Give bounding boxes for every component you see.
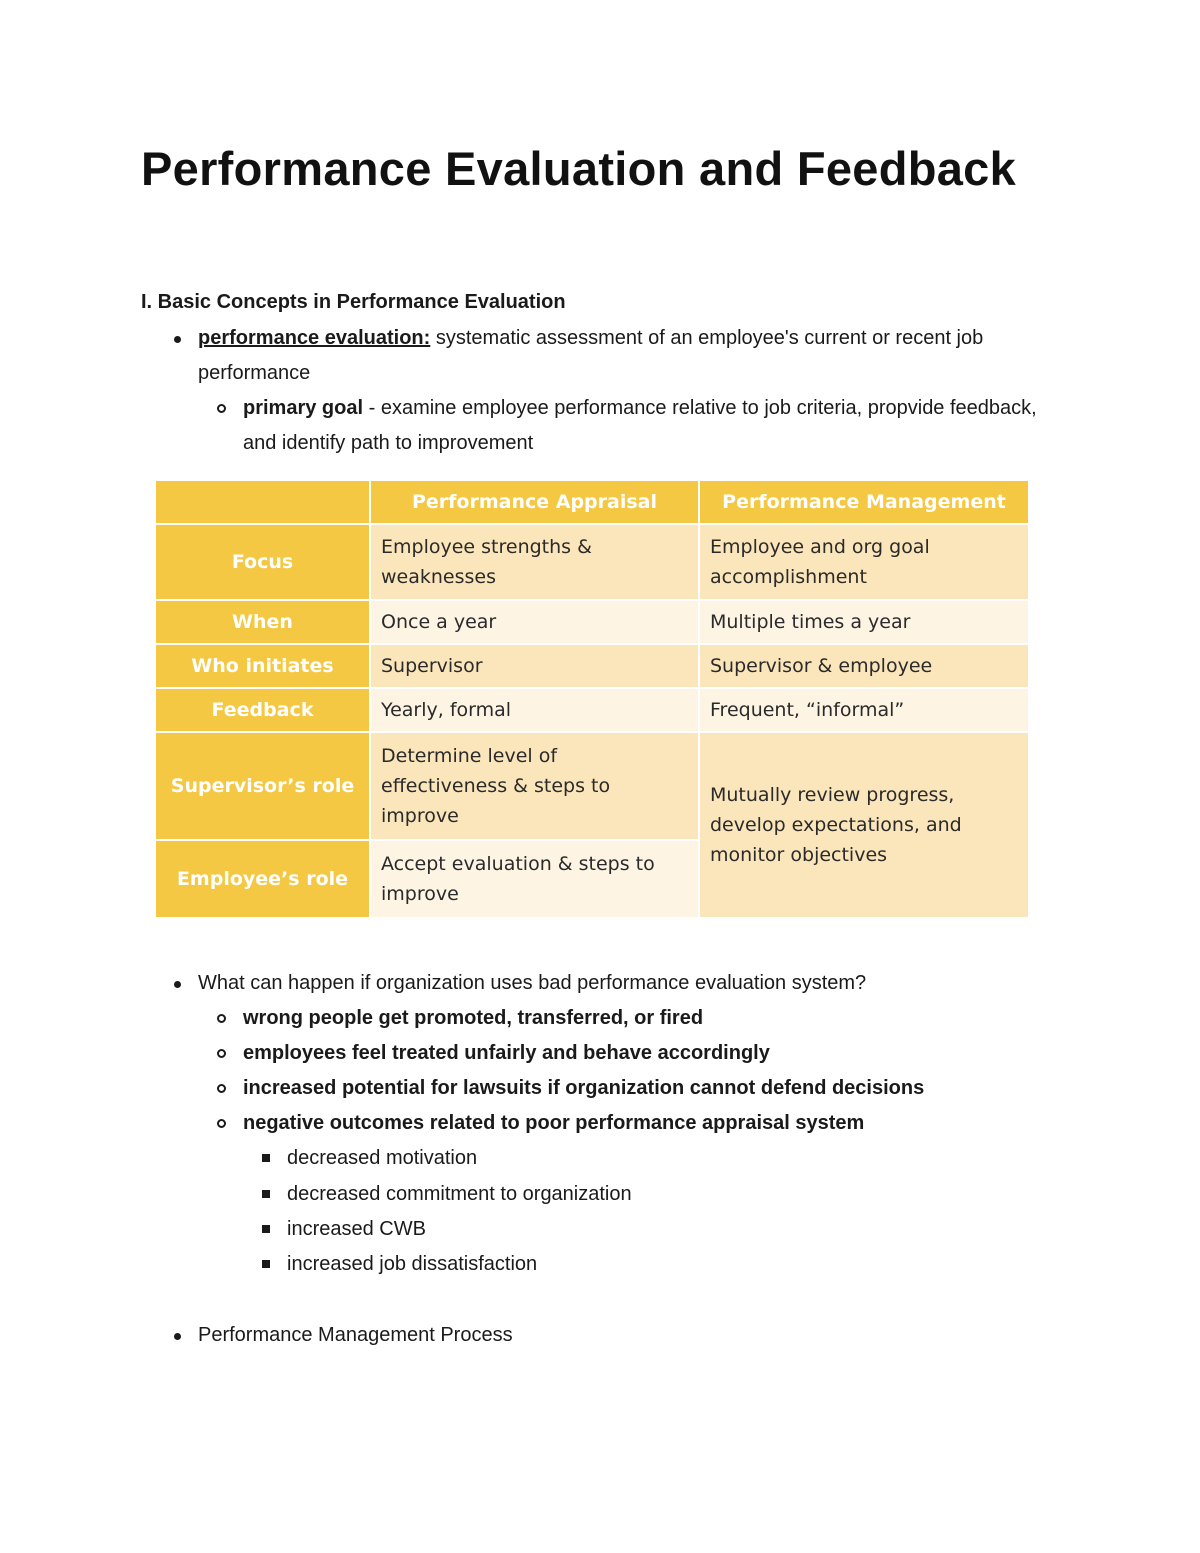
cell-when-management: Multiple times a year — [699, 600, 1029, 644]
table-row — [155, 688, 1029, 732]
bad-system-question: What can happen if organization uses bad performance evaluation system? — [198, 966, 1078, 1001]
process-bullet: Performance Management Process — [198, 1318, 998, 1353]
cell-when-appraisal: Once a year — [370, 600, 699, 644]
section-heading: I. Basic Concepts in Performance Evaluation — [141, 291, 566, 313]
cell-employee-appraisal: Accept evaluation & steps to improve — [370, 840, 699, 918]
list-item: wrong people get promoted, transferred, or fired — [243, 1001, 1103, 1036]
row-label-focus: Focus — [155, 524, 370, 600]
row-label-feedback: Feedback — [155, 688, 370, 732]
table-header-row — [155, 480, 1029, 524]
cell-feedback-appraisal: Yearly, formal — [370, 688, 699, 732]
definition-term: performance evaluation: — [198, 327, 431, 349]
table-header-empty — [155, 480, 370, 524]
cell-who-appraisal: Supervisor — [370, 644, 699, 688]
primary-goal-bullet — [243, 391, 1043, 461]
list-item: increased potential for lawsuits if organization cannot defend decisions — [243, 1071, 1143, 1106]
list-item: employees feel treated unfairly and behave accordingly — [243, 1036, 1103, 1071]
row-label-supervisor-role: Supervisor’s role — [155, 732, 370, 840]
page-title: Performance Evaluation and Feedback — [141, 142, 1017, 195]
cell-focus-management: Employee and org goal accomplishment — [699, 524, 1029, 600]
table-header-management: Performance Management — [699, 480, 1029, 524]
table-header-appraisal: Performance Appraisal — [370, 480, 699, 524]
row-label-employee-role: Employee’s role — [155, 840, 370, 918]
row-label-who-initiates: Who initiates — [155, 644, 370, 688]
definition-text: systematic assessment of an employee's current or recent job performance — [198, 327, 984, 384]
primary-goal-text: - examine employee performance relative to job criteria, propvide feedback, and identify path to improvement — [243, 397, 1037, 454]
list-item: negative outcomes related to poor performance appraisal system — [243, 1106, 1103, 1141]
row-label-when: When — [155, 600, 370, 644]
cell-who-management: Supervisor & employee — [699, 644, 1029, 688]
table-row — [155, 732, 1029, 840]
definition-bullet — [198, 321, 1058, 391]
cell-focus-appraisal: Employee strengths & weaknesses — [370, 524, 699, 600]
table-row — [155, 524, 1029, 600]
list-item: decreased motivation — [287, 1141, 1087, 1176]
list-item: increased job dissatisfaction — [287, 1247, 1087, 1282]
comparison-table — [154, 479, 1030, 919]
cell-feedback-management: Frequent, “informal” — [699, 688, 1029, 732]
cell-roles-management: Mutually review progress, develop expectations, and monitor objectives — [699, 732, 1029, 918]
primary-goal-term: primary goal — [243, 397, 364, 419]
list-item: increased CWB — [287, 1212, 1087, 1247]
table-row — [155, 600, 1029, 644]
list-item: decreased commitment to organization — [287, 1177, 1087, 1212]
table-row — [155, 644, 1029, 688]
cell-supervisor-appraisal: Determine level of effectiveness & steps to improve — [370, 732, 699, 840]
